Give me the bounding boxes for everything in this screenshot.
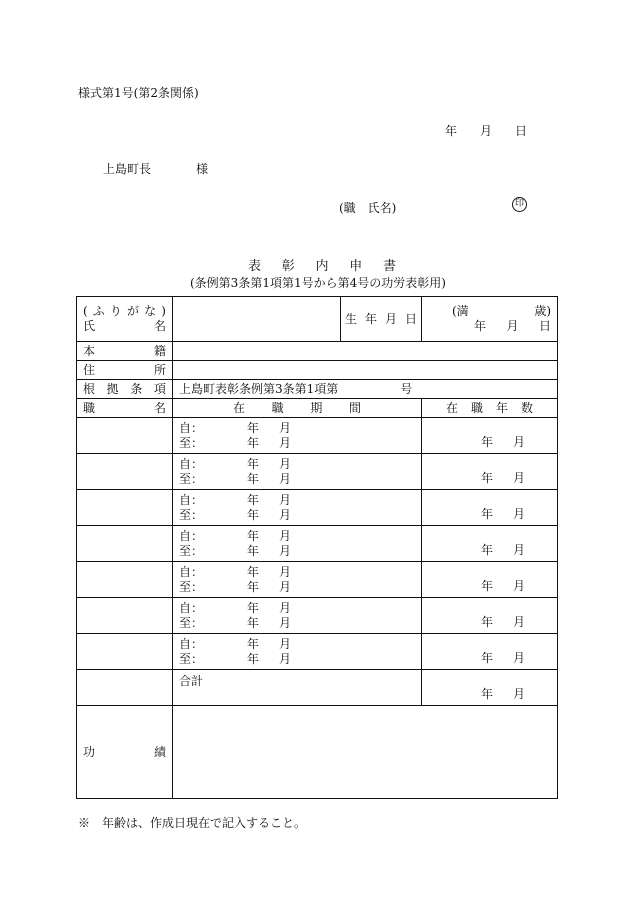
basis-text: 上島町表彰条例第3条第1項第 <box>179 381 339 396</box>
date-month: 月 <box>479 124 492 138</box>
title-char: 内 <box>315 259 329 274</box>
position-header: 職 名 <box>77 399 173 418</box>
career-period-cell[interactable]: 自： 年 月 至： 年 月 <box>173 562 422 598</box>
years-header: 在 職 年 数 <box>422 399 558 418</box>
career-period-cell[interactable]: 自： 年 月 至： 年 月 <box>173 598 422 634</box>
career-position-cell[interactable] <box>77 634 173 670</box>
career-period-cell[interactable]: 自： 年 月 至： 年 月 <box>173 634 422 670</box>
seal-mark-icon: 印 <box>512 197 527 212</box>
title-char: 彰 <box>281 259 295 274</box>
career-years-cell[interactable]: 年 月 <box>422 454 558 490</box>
career-position-cell[interactable] <box>77 562 173 598</box>
career-position-cell[interactable] <box>77 490 173 526</box>
career-position-cell[interactable] <box>77 454 173 490</box>
basis-input-cell[interactable] <box>173 380 558 399</box>
application-form-table <box>76 296 558 799</box>
total-row <box>77 670 558 706</box>
addressee: 上島町長 <box>103 162 152 176</box>
career-period-cell[interactable]: 自： 年 月 至： 年 月 <box>173 454 422 490</box>
total-label: 合計 <box>179 674 204 688</box>
career-row <box>77 454 558 490</box>
total-label-cell <box>173 670 422 706</box>
submission-date <box>445 122 527 139</box>
birthdate-label-cell <box>341 297 422 342</box>
title-char: 表 <box>248 259 262 274</box>
domicile-label-cell: 本 籍 <box>77 342 173 361</box>
addressee-honorific: 様 <box>196 162 209 176</box>
address-label-cell: 住 所 <box>77 361 173 380</box>
career-years-cell[interactable]: 年 月 <box>422 526 558 562</box>
domicile-input-cell[interactable] <box>173 342 558 361</box>
career-row <box>77 634 558 670</box>
merit-row <box>77 706 558 799</box>
basis-suffix: 号 <box>400 381 413 396</box>
document-title <box>248 255 396 274</box>
career-period-cell[interactable]: 自： 年 月 至： 年 月 <box>173 418 422 454</box>
total-blank-cell <box>77 670 173 706</box>
birthdate-line: 年 月 日 <box>474 319 551 333</box>
name-label: 氏 名 <box>83 319 166 333</box>
address-input-cell[interactable] <box>173 361 558 380</box>
applicant-position-name: (職 氏名) <box>339 201 397 215</box>
career-position-cell[interactable] <box>77 598 173 634</box>
career-years-cell[interactable]: 年 月 <box>422 490 558 526</box>
career-row <box>77 418 558 454</box>
career-period-cell[interactable]: 自： 年 月 至： 年 月 <box>173 490 422 526</box>
career-years-cell[interactable]: 年 月 <box>422 418 558 454</box>
merit-label-cell: 功 績 <box>77 706 173 799</box>
career-position-cell[interactable] <box>77 418 173 454</box>
footnote: ※ 年齢は、作成日現在で記入すること。 <box>78 816 307 830</box>
title-char: 申 <box>349 259 363 274</box>
name-input-cell[interactable] <box>173 297 341 342</box>
career-row <box>77 490 558 526</box>
title-char: 書 <box>382 259 396 274</box>
basis-row <box>77 380 558 399</box>
career-header-row <box>77 399 558 418</box>
domicile-row <box>77 342 558 361</box>
age-line: (満 歳) <box>452 304 551 318</box>
birthdate-input-cell[interactable] <box>422 297 558 342</box>
basis-label-cell: 根 拠 条 項 <box>77 380 173 399</box>
period-header: 在 職 期 間 <box>173 399 422 418</box>
career-row <box>77 562 558 598</box>
career-years-cell[interactable]: 年 月 <box>422 562 558 598</box>
date-day: 日 <box>514 124 527 138</box>
career-period-cell[interactable]: 自： 年 月 至： 年 月 <box>173 526 422 562</box>
document-subtitle: (条例第3条第1項第1号から第4号の功労表彰用) <box>190 276 446 290</box>
name-label-cell <box>77 297 173 342</box>
career-years-cell[interactable]: 年 月 <box>422 598 558 634</box>
name-row <box>77 297 558 342</box>
birthdate-label: 生 年 月 日 <box>345 311 417 326</box>
career-row <box>77 526 558 562</box>
total-years-cell[interactable]: 年 月 <box>422 670 558 706</box>
furigana-label: ( ふ り が な ) <box>83 304 166 318</box>
career-position-cell[interactable] <box>77 526 173 562</box>
career-years-cell[interactable]: 年 月 <box>422 634 558 670</box>
date-year: 年 <box>445 124 458 138</box>
career-row <box>77 598 558 634</box>
address-row <box>77 361 558 380</box>
merit-input-cell[interactable] <box>173 706 558 799</box>
form-number-label: 様式第1号(第2条関係) <box>78 86 199 100</box>
